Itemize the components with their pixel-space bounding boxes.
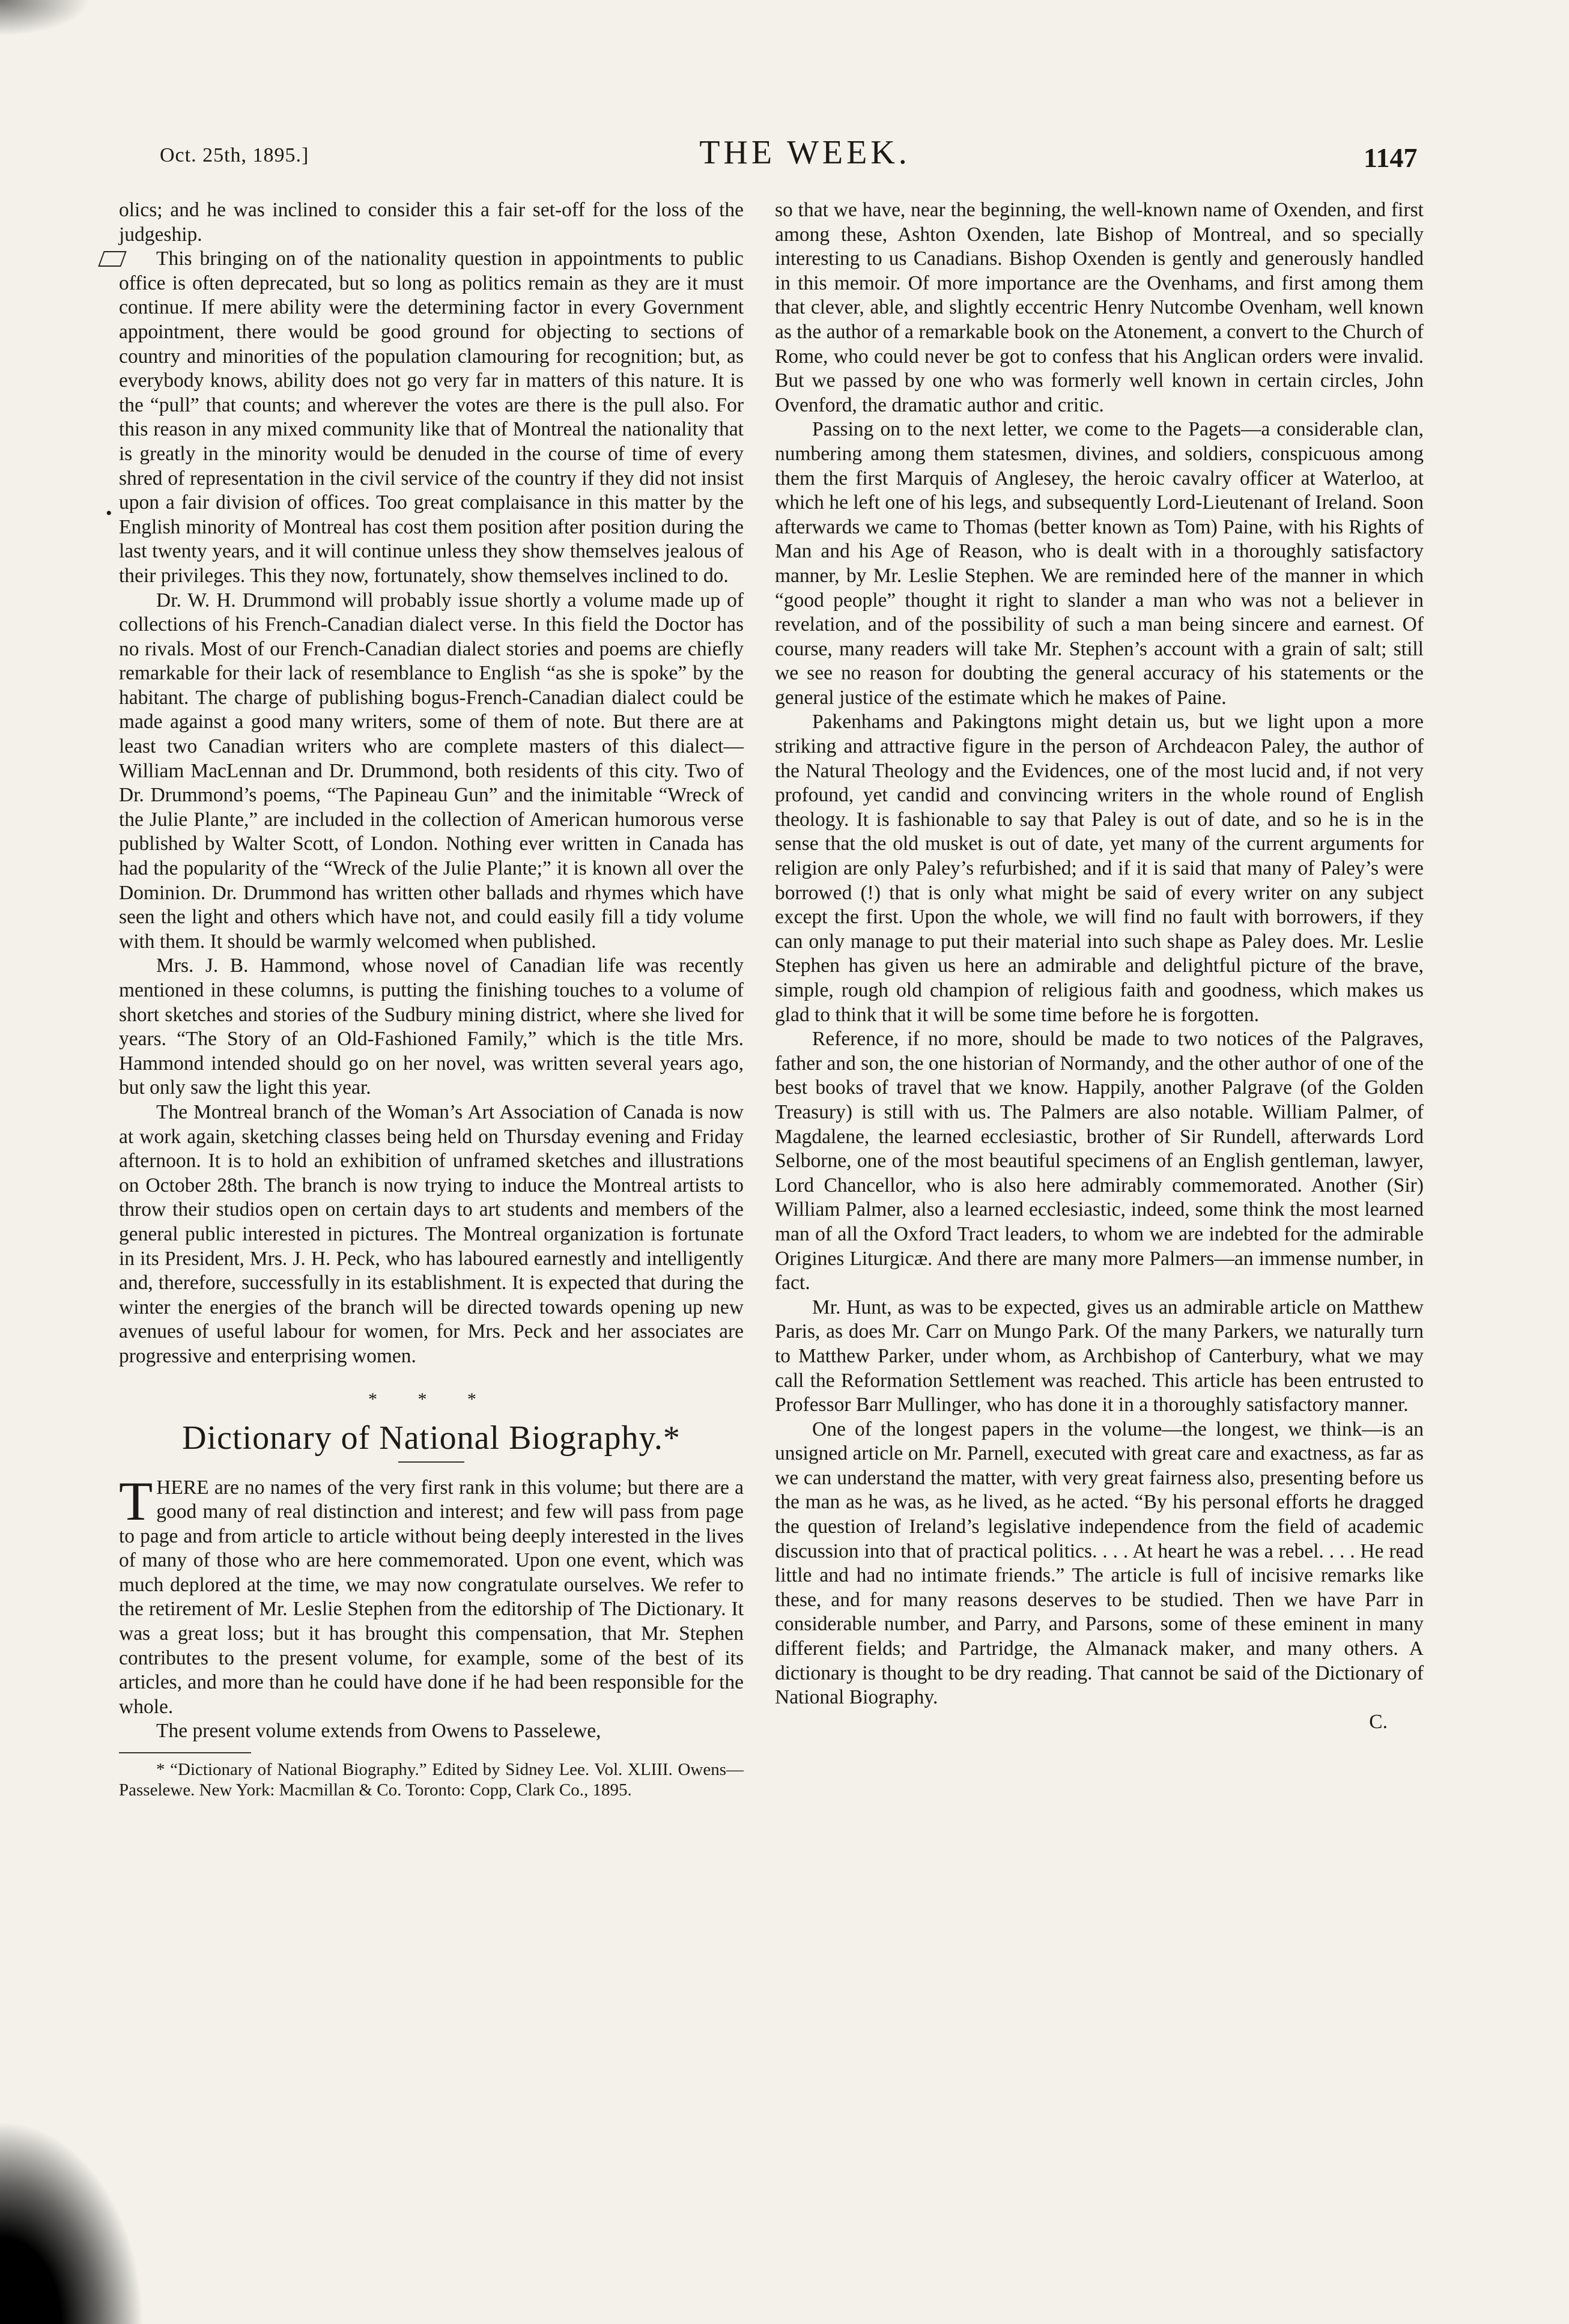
left-column <box>119 198 744 1800</box>
paragraph-nationality: This bringing on of the nationality question in appointments to public office is often deprecated, but so long as politics remain as they are it must continue. If mere ability were the determining factor in every Government appointment, there would be good ground for objecting to sections of country and minorities of the population clamouring for recognition; but, as everybody knows, ability does not go very far in matters of this nature. It is the “pull” that counts; and wherever the votes are there is the pull also. For this reason in any mixed community like that of Montreal the nationality that is greatly in the minority would be denuded in the course of time of every shred of representation in the civil service of the country if they did not insist upon a fair division of offices. Too great complaisance in this matter by the English minority of Montreal has cost them position after position during the last twenty years, and it will continue unless they show themselves jealous of their privileges. This they now, fortunately, show themselves inclined to do. <box>119 247 744 587</box>
margin-mark: • <box>106 503 112 523</box>
right-column <box>775 198 1424 1734</box>
footnote-rule <box>119 1752 251 1753</box>
paragraph-palgraves: Reference, if no more, should be made to two notices of the Palgraves, father and son, the one historian of Normandy, and the other author of one of the best books of travel that we know. Happily, another Palgrave (of the Golden Treasury) is still with us. The Palmers are also notable. William Palmer, of Magdalene, the learned ecclesiastic, brother of Sir Rundell, afterwards Lord Selborne, one of the most beautiful specimens of an English gentleman, lawyer, Lord Chancellor, who is also here admirably commemorated. Another (Sir) William Palmer, also a learned ecclesiastic, indeed, some think the most learned man of all the Oxford Tract leaders, to whom we are indebted for the admirable Origines Liturgicæ. And there are many more Palmers—an immense number, in fact. <box>775 1028 1424 1294</box>
paragraph-hammond: Mrs. J. B. Hammond, whose novel of Canadian life was recently mentioned in these columns, is putting the finishing touches to a volume of short sketches and stories of the Sudbury mining district, where she lived for years. “The Story of an Old-Fashioned Family,” which is the title Mrs. Hammond intended should go on her novel, was written several years ago, but only saw the light this year. <box>119 954 744 1099</box>
footnote: * “Dictionary of National Biography.” Edited by Sidney Lee. Vol. XLIII. Owens—Passelewe. New York: Macmillan & Co. Toronto: Copp, Clark Co., 1895. <box>119 1760 744 1800</box>
article-paragraph-volume-extent: The present volume extends from Owens to Passelewe, <box>156 1720 601 1743</box>
scan-shadow-top <box>0 0 90 36</box>
page-number: 1147 <box>1364 142 1418 173</box>
publication-title: THE WEEK. <box>699 134 911 171</box>
paragraph-paley: Pakenhams and Pakingtons might detain us, but we light upon a more striking and attractive figure in the person of Archdeacon Paley, the author of the Natural Theology and the Evidences, one of the most lucid and, if not very profound, yet candid and convincing writers in the whole round of English theology. It is fashionable to say that Paley is out of date, and so he is in the sense that the old musket is out of date, yet many of the current arguments for religion are only Paley’s refurbished; and if it is said that many of Paley’s were borrowed (!) that is only what might be said of every writer on any subject except the first. Upon the whole, we will find no fault with borrowers, if they can only manage to put their material into such shape as Paley does. Mr. Leslie Stephen has given us here an admirable and delightful picture of the brave, simple, rough old champion of religious faith and goodness, which makes us glad to think that it will be some time before he is forgotten. <box>775 711 1424 1026</box>
article-opening-text: HERE are no names of the very first rank in this volume; but there are a good many of real distinction and interest; and few will pass from page to page and from article to article without being deeply interested in the lives of many of those who are here commemorated. Upon one event, which was much deplored at the time, we may now congratulate ourselves. We refer to the retirement of Mr. Leslie Stephen from the editorship of The Dictionary. It was a great loss; but it has brought this compensation, that Mr. Stephen contributes to the present volume, for example, some of the best of its articles, and more than he could have done if he had been responsible for the whole. <box>119 1476 744 1718</box>
paragraph-drummond: Dr. W. H. Drummond will probably issue shortly a volume made up of collections of his French-Canadian dialect verse. In this field the Doctor has no rivals. Most of our French-Canadian dialect stories and poems are chiefly remarkable for their lack of resemblance to English “as she is spoke” by the habitant. The charge of publishing bogus-French-Canadian dialect could be made against a good many writers, some of them of note. But there are at least two Canadian writers who are complete masters of this dialect—William MacLennan and Dr. Drummond, both residents of this city. Two of Dr. Drummond’s poems, “The Papineau Gun” and the inimitable “Wreck of the Julie Plante,” are included in the collection of American humorous verse published by Walter Scott, of London. Nothing ever written in Canada has had the popularity of the “Wreck of the Julie Plante;” it is known all over the Dominion. Dr. Drummond has written other ballads and rhymes which have seen the light and others which have not, and could easily fill a tidy volume with them. It should be warmly welcomed when published. <box>119 589 744 953</box>
issue-date: Oct. 25th, 1895.] <box>160 144 309 166</box>
continued-paragraph-right: so that we have, near the beginning, the well-known name of Oxenden, and first among these, Ashton Oxenden, late Bishop of Montreal, and so specially interesting to us Canadians. Bishop Oxenden is gently and generously handled in this memoir. Of more importance are the Ovenhams, and first among them that clever, able, and slightly eccentric Henry Nutcombe Ovenham, well known as the author of a remarkable book on the Atonement, a convert to the Church of Rome, who could never be got to confess that his Anglican orders were invalid. But we passed by one who was formerly well known in certain circles, John Ovenford, the dramatic author and critic. <box>775 199 1424 416</box>
paragraph-parnell: One of the longest papers in the volume—the longest, we think—is an unsigned article on Mr. Parnell, executed with great care and exactness, as far as we can understand the matter, with very great fairness also, presenting before us the man as he was, as he lived, as he acted. “By his personal efforts he dragged the question of Ireland’s legislative independence from the field of academic discussion into that of practical politics. . . . At heart he was a rebel. . . . He read little and had no intimate friends.” The article is full of incisive remarks like these, and for many reasons deserves to be studied. Then we have Parr in considerable number, and Parry, and Parsons, some of these eminent in many different fields; and Partridge, the Almanack maker, and many others. A dictionary is thought to be dry reading. That cannot be said of the Dictionary of National Biography. <box>775 1418 1424 1709</box>
paragraph-art-association: The Montreal branch of the Woman’s Art Association of Canada is now at work again, sketching classes being held on Thursday evening and Friday afternoon. It is to hold an exhibition of unframed sketches and illustrations on October 28th. The branch is now trying to induce the Montreal artists to throw their studios open on certain days to art students and members of the general public interested in pictures. The Montreal organization is fortunate in its President, Mrs. J. H. Peck, who has laboured earnestly and intelligently and, therefore, successfully in its establishment. It is expected that during the winter the energies of the branch will be directed towards opening up new avenues of useful labour for women, for Mrs. Peck and her associates are progressive and enterprising women. <box>119 1100 744 1367</box>
asterism-divider: * * * <box>368 1389 494 1409</box>
article-opening-paragraph <box>119 1470 744 1720</box>
page-header <box>0 133 1569 187</box>
continued-paragraph: olics; and he was inclined to consider this a fair set-off for the loss of the judgeship. <box>119 199 744 246</box>
scan-shadow-corner <box>0 2120 144 2324</box>
drop-cap-letter: T <box>119 1470 153 1532</box>
section-title: Dictionary of National Biography.* <box>182 1419 681 1457</box>
author-signature: C. <box>1369 1710 1388 1733</box>
paragraph-pagets: Passing on to the next letter, we come to the Pagets—a considerable clan, numbering among them statesmen, divines, and soldiers, conspicuous among them the first Marquis of Anglesey, the heroic cavalry officer at Waterloo, at which he left one of his legs, and subsequently Lord-Lieutenant of Ireland. Soon afterwards we came to Thomas (better known as Tom) Paine, with his Rights of Man and his Age of Reason, who is dealt with in a thoroughly satisfactory manner, by Mr. Leslie Stephen. We are reminded here of the manner in which “good people” thought it right to slander a man who was not a believer in revelation, and of the possibility of such a man being sincere and earnest. Of course, many readers will take Mr. Stephen’s account with a grain of salt; still we see no reason for doubting the general accuracy of his statements or the general justice of the estimate which he makes of Paine. <box>775 418 1424 709</box>
title-rule <box>398 1461 464 1463</box>
paragraph-hunt: Mr. Hunt, as was to be expected, gives us an admirable article on Matthew Paris, as does Mr. Carr on Mungo Park. Of the many Parkers, we naturally turn to Matthew Parker, under whom, as Archbishop of Canterbury, what we may call the Reformation Settlement was reached. This article has been entrusted to Professor Barr Mullinger, who has done it in a thoroughly satisfactory manner. <box>775 1296 1424 1416</box>
